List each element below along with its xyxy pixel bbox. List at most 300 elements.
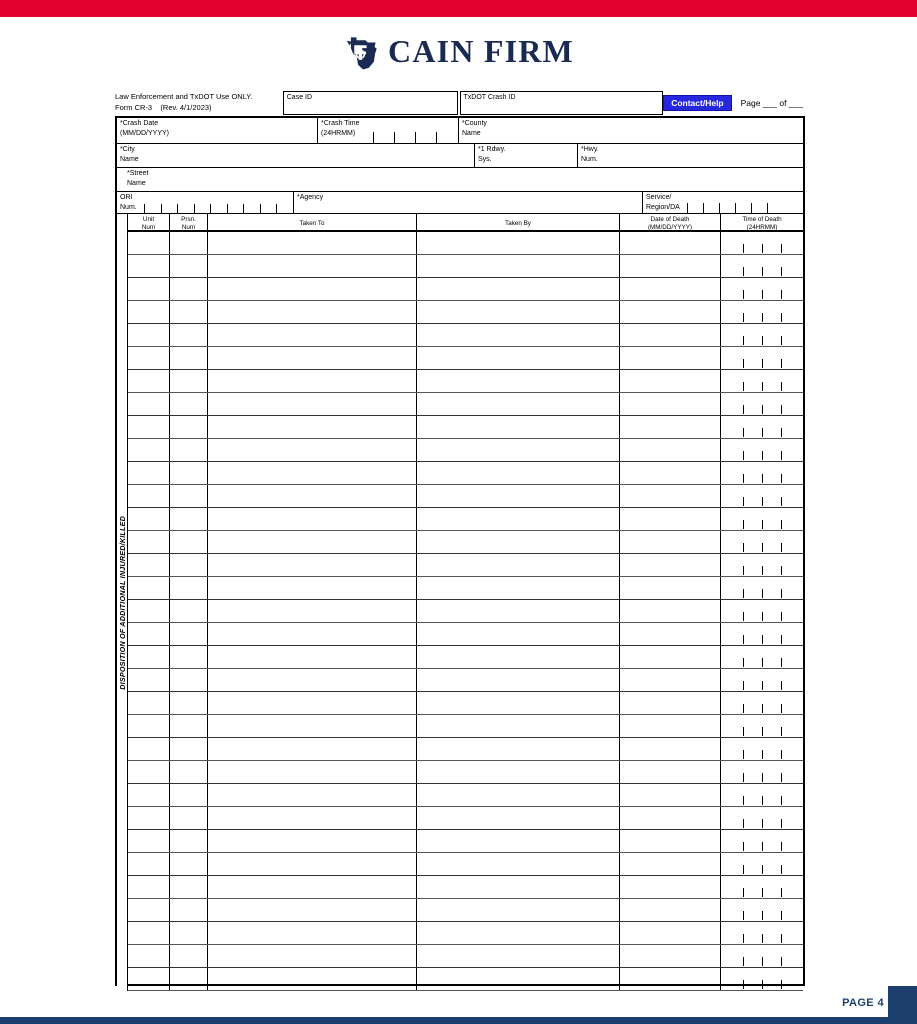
table-row[interactable]	[128, 324, 803, 347]
cell-unit-num[interactable]	[128, 853, 169, 875]
cell-taken-to[interactable]	[207, 324, 416, 346]
cell-prsn-num[interactable]	[169, 922, 207, 944]
cell-date-of-death[interactable]	[619, 416, 720, 438]
cell-prsn-num[interactable]	[169, 324, 207, 346]
cell-unit-num[interactable]	[128, 347, 169, 369]
cell-taken-by[interactable]	[416, 853, 619, 875]
cell-taken-by[interactable]	[416, 577, 619, 599]
agency-label: *Agency	[297, 194, 324, 201]
form-row-ori-agency	[117, 192, 803, 214]
cell-prsn-num[interactable]	[169, 485, 207, 507]
cell-taken-by[interactable]	[416, 623, 619, 645]
column-header-taken-by-line1: Taken By	[505, 220, 531, 227]
page-footer-label: PAGE 4	[842, 997, 884, 1009]
cell-date-of-death[interactable]	[619, 577, 720, 599]
table-row[interactable]	[128, 416, 803, 439]
form-header-line	[115, 91, 805, 115]
cell-prsn-num[interactable]	[169, 554, 207, 576]
cell-time-of-death[interactable]	[720, 968, 803, 990]
cell-taken-by[interactable]	[416, 255, 619, 277]
cell-taken-by[interactable]	[416, 692, 619, 714]
cell-taken-by[interactable]	[416, 784, 619, 806]
cell-taken-by[interactable]	[416, 968, 619, 990]
cell-unit-num[interactable]	[128, 508, 169, 530]
cell-unit-num[interactable]	[128, 876, 169, 898]
cell-time-of-death[interactable]	[720, 255, 803, 277]
column-header-taken-by	[416, 214, 619, 230]
cell-taken-by[interactable]	[416, 393, 619, 415]
table-row[interactable]	[128, 669, 803, 692]
agency-field[interactable]	[293, 192, 642, 213]
cell-prsn-num[interactable]	[169, 462, 207, 484]
cell-taken-by[interactable]	[416, 899, 619, 921]
cell-date-of-death[interactable]	[619, 692, 720, 714]
cell-unit-num[interactable]	[128, 968, 169, 990]
table-header-row	[128, 214, 803, 232]
rdwy-sys-label-line2: Sys.	[478, 155, 492, 163]
contact-help-button[interactable]: Contact/Help	[663, 95, 731, 112]
cell-time-of-death[interactable]	[720, 738, 803, 760]
service-region-da-field[interactable]	[642, 192, 803, 213]
cell-prsn-num[interactable]	[169, 531, 207, 553]
cell-prsn-num[interactable]	[169, 830, 207, 852]
table-row[interactable]	[128, 784, 803, 807]
cell-time-of-death[interactable]	[720, 761, 803, 783]
column-header-date-of-death-line1: Date of Death	[650, 216, 690, 223]
page-badge-block	[888, 986, 917, 1017]
cell-date-of-death[interactable]	[619, 370, 720, 392]
table-row[interactable]	[128, 830, 803, 853]
crash-date-field[interactable]	[117, 118, 317, 143]
cell-time-of-death[interactable]	[720, 554, 803, 576]
ori-num-label-line1: ORI	[120, 194, 133, 201]
cell-prsn-num[interactable]	[169, 807, 207, 829]
cell-taken-to[interactable]	[207, 232, 416, 254]
cell-taken-by[interactable]	[416, 600, 619, 622]
column-header-prsn-num-line2: Num	[181, 223, 196, 231]
txdot-crash-id-field[interactable]	[460, 91, 664, 115]
crash-time-field[interactable]	[317, 118, 458, 143]
top-accent-bar	[0, 0, 917, 17]
cell-time-of-death[interactable]	[720, 876, 803, 898]
cell-taken-to[interactable]	[207, 830, 416, 852]
table-row[interactable]	[128, 462, 803, 485]
cell-prsn-num[interactable]	[169, 255, 207, 277]
cell-date-of-death[interactable]	[619, 531, 720, 553]
cell-prsn-num[interactable]	[169, 968, 207, 990]
cell-date-of-death[interactable]	[619, 968, 720, 990]
column-header-time-of-death-line2: (24HRMM)	[746, 223, 778, 231]
table-row[interactable]	[128, 899, 803, 922]
column-header-taken-to	[207, 214, 416, 230]
cell-unit-num[interactable]	[128, 577, 169, 599]
cell-taken-to[interactable]	[207, 347, 416, 369]
cell-time-of-death[interactable]	[720, 669, 803, 691]
cell-taken-by[interactable]	[416, 462, 619, 484]
cell-prsn-num[interactable]	[169, 508, 207, 530]
case-id-label-line1: Case	[286, 94, 304, 101]
cell-time-of-death[interactable]	[720, 531, 803, 553]
crash-date-label-line1: *Crash Date	[120, 120, 159, 127]
table-row[interactable]	[128, 623, 803, 646]
cell-date-of-death[interactable]	[619, 439, 720, 461]
cell-taken-by[interactable]	[416, 761, 619, 783]
table-row[interactable]	[128, 738, 803, 761]
table-row[interactable]	[128, 600, 803, 623]
cell-time-of-death[interactable]	[720, 715, 803, 737]
bottom-accent-bar	[0, 1017, 917, 1024]
cell-prsn-num[interactable]	[169, 715, 207, 737]
cell-time-of-death[interactable]	[720, 600, 803, 622]
cell-unit-num[interactable]	[128, 324, 169, 346]
cell-prsn-num[interactable]	[169, 577, 207, 599]
texas-state-outline-cf-monogram-icon	[343, 34, 379, 70]
column-header-unit-num	[128, 214, 169, 230]
cell-taken-to[interactable]	[207, 485, 416, 507]
cell-taken-to[interactable]	[207, 462, 416, 484]
cell-date-of-death[interactable]	[619, 899, 720, 921]
cell-time-of-death[interactable]	[720, 784, 803, 806]
form-row-city	[117, 144, 803, 168]
cell-unit-num[interactable]	[128, 646, 169, 668]
cell-unit-num[interactable]	[128, 945, 169, 967]
table-row[interactable]	[128, 968, 803, 991]
cell-prsn-num[interactable]	[169, 393, 207, 415]
cell-taken-to[interactable]	[207, 692, 416, 714]
rdwy-sys-label-line1: *1 Rdwy.	[478, 146, 506, 153]
column-header-unit-num-line1: Unit	[142, 216, 155, 223]
cell-time-of-death[interactable]	[720, 278, 803, 300]
cell-unit-num[interactable]	[128, 830, 169, 852]
table-row[interactable]	[128, 692, 803, 715]
cell-prsn-num[interactable]	[169, 278, 207, 300]
crash-time-label-line1: *Crash Time	[321, 120, 360, 127]
cell-unit-num[interactable]	[128, 462, 169, 484]
crash-report-form	[115, 116, 805, 986]
column-header-prsn-num	[169, 214, 207, 230]
cell-prsn-num[interactable]	[169, 738, 207, 760]
cell-time-of-death[interactable]	[720, 232, 803, 254]
cell-taken-to[interactable]	[207, 876, 416, 898]
cell-time-of-death[interactable]	[720, 899, 803, 921]
county-name-label-line2: Name	[462, 129, 481, 137]
cell-taken-by[interactable]	[416, 531, 619, 553]
cell-prsn-num[interactable]	[169, 232, 207, 254]
cell-taken-by[interactable]	[416, 508, 619, 530]
cell-taken-by[interactable]	[416, 738, 619, 760]
cell-prsn-num[interactable]	[169, 439, 207, 461]
city-name-label-line2: Name	[120, 155, 139, 163]
cell-taken-by[interactable]	[416, 416, 619, 438]
street-name-label-line2: Name	[127, 179, 146, 187]
crash-time-label-line2: (24HRMM)	[321, 129, 356, 137]
cell-taken-to[interactable]	[207, 577, 416, 599]
cell-time-of-death[interactable]	[720, 807, 803, 829]
table-row[interactable]	[128, 945, 803, 968]
hwy-num-field[interactable]	[577, 144, 803, 167]
cell-unit-num[interactable]	[128, 784, 169, 806]
city-name-field[interactable]	[117, 144, 474, 167]
cell-taken-to[interactable]	[207, 922, 416, 944]
cell-taken-to[interactable]	[207, 853, 416, 875]
column-header-taken-to-line1: Taken To	[299, 220, 325, 227]
disposition-section	[117, 214, 803, 991]
table-row[interactable]	[128, 278, 803, 301]
cell-taken-to[interactable]	[207, 508, 416, 530]
cell-taken-by[interactable]	[416, 439, 619, 461]
table-row[interactable]	[128, 347, 803, 370]
cell-unit-num[interactable]	[128, 669, 169, 691]
cell-prsn-num[interactable]	[169, 784, 207, 806]
cell-time-of-death[interactable]	[720, 692, 803, 714]
cell-unit-num[interactable]	[128, 255, 169, 277]
cell-taken-to[interactable]	[207, 370, 416, 392]
cell-time-of-death[interactable]	[720, 945, 803, 967]
table-row[interactable]	[128, 439, 803, 462]
table-row[interactable]	[128, 531, 803, 554]
brand-name: CAIN FIRM	[388, 33, 574, 69]
cell-date-of-death[interactable]	[619, 922, 720, 944]
cell-time-of-death[interactable]	[720, 347, 803, 369]
cell-date-of-death[interactable]	[619, 669, 720, 691]
cell-time-of-death[interactable]	[720, 301, 803, 323]
column-header-time-of-death-line1: Time of Death	[742, 216, 782, 223]
cell-taken-by[interactable]	[416, 945, 619, 967]
cell-time-of-death[interactable]	[720, 577, 803, 599]
cell-unit-num[interactable]	[128, 554, 169, 576]
table-row[interactable]	[128, 853, 803, 876]
cell-date-of-death[interactable]	[619, 646, 720, 668]
cell-prsn-num[interactable]	[169, 600, 207, 622]
table-row[interactable]	[128, 646, 803, 669]
cell-taken-by[interactable]	[416, 370, 619, 392]
table-row[interactable]	[128, 232, 803, 255]
cell-unit-num[interactable]	[128, 738, 169, 760]
cell-taken-to[interactable]	[207, 738, 416, 760]
cell-date-of-death[interactable]	[619, 554, 720, 576]
service-region-label-line2: Region/DA	[646, 203, 680, 211]
cell-prsn-num[interactable]	[169, 623, 207, 645]
table-row[interactable]	[128, 508, 803, 531]
table-row[interactable]	[128, 922, 803, 945]
cell-taken-to[interactable]	[207, 393, 416, 415]
cell-taken-by[interactable]	[416, 807, 619, 829]
cell-time-of-death[interactable]	[720, 439, 803, 461]
cell-date-of-death[interactable]	[619, 508, 720, 530]
cell-time-of-death[interactable]	[720, 324, 803, 346]
agency-use-note	[115, 91, 280, 115]
cell-taken-to[interactable]	[207, 623, 416, 645]
cell-taken-to[interactable]	[207, 301, 416, 323]
cell-time-of-death[interactable]	[720, 853, 803, 875]
cell-date-of-death[interactable]	[619, 853, 720, 875]
column-header-time-of-death	[720, 214, 803, 230]
cell-unit-num[interactable]	[128, 393, 169, 415]
cell-taken-by[interactable]	[416, 922, 619, 944]
cell-taken-by[interactable]	[416, 646, 619, 668]
cell-taken-by[interactable]	[416, 347, 619, 369]
service-region-label-line1: Service/	[646, 194, 672, 201]
cell-date-of-death[interactable]	[619, 945, 720, 967]
cell-date-of-death[interactable]	[619, 462, 720, 484]
cell-time-of-death[interactable]	[720, 508, 803, 530]
cell-time-of-death[interactable]	[720, 646, 803, 668]
cell-taken-to[interactable]	[207, 278, 416, 300]
cell-taken-to[interactable]	[207, 807, 416, 829]
cell-date-of-death[interactable]	[619, 485, 720, 507]
table-row[interactable]	[128, 807, 803, 830]
cell-date-of-death[interactable]	[619, 623, 720, 645]
cell-unit-num[interactable]	[128, 807, 169, 829]
cell-prsn-num[interactable]	[169, 876, 207, 898]
cell-prsn-num[interactable]	[169, 669, 207, 691]
cell-date-of-death[interactable]	[619, 807, 720, 829]
cell-prsn-num[interactable]	[169, 899, 207, 921]
cell-taken-by[interactable]	[416, 232, 619, 254]
cell-taken-by[interactable]	[416, 876, 619, 898]
table-row[interactable]	[128, 554, 803, 577]
cell-date-of-death[interactable]	[619, 232, 720, 254]
cell-date-of-death[interactable]	[619, 347, 720, 369]
cell-date-of-death[interactable]	[619, 738, 720, 760]
street-name-label-line1: *Street	[127, 170, 149, 177]
county-name-label-line1: *County	[462, 120, 487, 127]
cell-taken-to[interactable]	[207, 945, 416, 967]
cell-date-of-death[interactable]	[619, 830, 720, 852]
cell-date-of-death[interactable]	[619, 784, 720, 806]
cell-date-of-death[interactable]	[619, 278, 720, 300]
cell-taken-to[interactable]	[207, 968, 416, 990]
cell-date-of-death[interactable]	[619, 876, 720, 898]
cell-prsn-num[interactable]	[169, 646, 207, 668]
cell-taken-to[interactable]	[207, 531, 416, 553]
cell-prsn-num[interactable]	[169, 301, 207, 323]
page-of-label: Page ___ of ___	[740, 98, 804, 108]
cell-unit-num[interactable]	[128, 531, 169, 553]
cell-date-of-death[interactable]	[619, 255, 720, 277]
cell-unit-num[interactable]	[128, 600, 169, 622]
table-row[interactable]	[128, 577, 803, 600]
crash-date-label-line2: (MM/DD/YYYY)	[120, 129, 169, 137]
cell-taken-by[interactable]	[416, 278, 619, 300]
txdot-crash-id-label-line1: TxDOT	[463, 94, 486, 101]
cell-taken-to[interactable]	[207, 554, 416, 576]
county-name-field[interactable]	[458, 118, 803, 143]
cell-taken-to[interactable]	[207, 784, 416, 806]
cell-time-of-death[interactable]	[720, 462, 803, 484]
cell-taken-to[interactable]	[207, 416, 416, 438]
cell-unit-num[interactable]	[128, 370, 169, 392]
cell-prsn-num[interactable]	[169, 945, 207, 967]
cell-unit-num[interactable]	[128, 761, 169, 783]
cell-prsn-num[interactable]	[169, 347, 207, 369]
table-row[interactable]	[128, 255, 803, 278]
cell-unit-num[interactable]	[128, 278, 169, 300]
txdot-crash-id-label-line2: Crash ID	[487, 94, 516, 101]
column-header-date-of-death-line2: (MM/DD/YYYY)	[647, 223, 693, 231]
cell-time-of-death[interactable]	[720, 830, 803, 852]
cell-taken-to[interactable]	[207, 600, 416, 622]
cell-taken-by[interactable]	[416, 324, 619, 346]
cell-unit-num[interactable]	[128, 439, 169, 461]
case-id-field[interactable]	[283, 91, 458, 115]
cell-taken-by[interactable]	[416, 554, 619, 576]
hwy-num-label-line2: Num.	[581, 155, 598, 163]
cell-taken-by[interactable]	[416, 830, 619, 852]
cell-taken-by[interactable]	[416, 301, 619, 323]
cell-prsn-num[interactable]	[169, 416, 207, 438]
hwy-num-label-line1: *Hwy.	[581, 146, 599, 153]
table-row[interactable]	[128, 485, 803, 508]
disposition-vertical-title	[117, 214, 128, 991]
cell-unit-num[interactable]	[128, 692, 169, 714]
table-row[interactable]	[128, 761, 803, 784]
cell-date-of-death[interactable]	[619, 761, 720, 783]
cell-date-of-death[interactable]	[619, 301, 720, 323]
cell-taken-by[interactable]	[416, 669, 619, 691]
rdwy-sys-field[interactable]	[474, 144, 577, 167]
cell-taken-by[interactable]	[416, 485, 619, 507]
cell-unit-num[interactable]	[128, 416, 169, 438]
cell-unit-num[interactable]	[128, 301, 169, 323]
column-header-prsn-num-line1: Prsn.	[181, 216, 196, 223]
cell-time-of-death[interactable]	[720, 485, 803, 507]
form-row-street	[117, 168, 803, 192]
table-row[interactable]	[128, 393, 803, 416]
cell-prsn-num[interactable]	[169, 370, 207, 392]
cell-prsn-num[interactable]	[169, 761, 207, 783]
cell-time-of-death[interactable]	[720, 370, 803, 392]
table-row[interactable]	[128, 876, 803, 899]
cell-taken-to[interactable]	[207, 761, 416, 783]
cell-unit-num[interactable]	[128, 623, 169, 645]
cell-taken-to[interactable]	[207, 669, 416, 691]
cell-unit-num[interactable]	[128, 232, 169, 254]
cell-prsn-num[interactable]	[169, 692, 207, 714]
cell-taken-by[interactable]	[416, 715, 619, 737]
street-name-field[interactable]	[117, 168, 803, 191]
table-row[interactable]	[128, 301, 803, 324]
cell-prsn-num[interactable]	[169, 853, 207, 875]
cell-taken-to[interactable]	[207, 439, 416, 461]
cell-unit-num[interactable]	[128, 899, 169, 921]
cell-taken-to[interactable]	[207, 646, 416, 668]
cell-date-of-death[interactable]	[619, 600, 720, 622]
agency-use-note-line2: Form CR-3 (Rev. 4/1/2023)	[115, 102, 212, 112]
cell-time-of-death[interactable]	[720, 922, 803, 944]
cell-taken-to[interactable]	[207, 255, 416, 277]
ori-num-field[interactable]	[117, 192, 293, 213]
cell-date-of-death[interactable]	[619, 324, 720, 346]
cell-time-of-death[interactable]	[720, 416, 803, 438]
table-row[interactable]	[128, 715, 803, 738]
cell-date-of-death[interactable]	[619, 393, 720, 415]
agency-use-note-line1: Law Enforcement and TxDOT Use ONLY.	[115, 92, 253, 101]
column-header-unit-num-line2: Num	[141, 223, 156, 231]
cell-taken-to[interactable]	[207, 715, 416, 737]
table-body	[128, 232, 803, 991]
cell-taken-to[interactable]	[207, 899, 416, 921]
cell-unit-num[interactable]	[128, 485, 169, 507]
disposition-vertical-title-text: DISPOSITION OF ADDITIONAL INJURED/KILLED	[117, 515, 127, 690]
cell-unit-num[interactable]	[128, 715, 169, 737]
cell-unit-num[interactable]	[128, 922, 169, 944]
cell-time-of-death[interactable]	[720, 623, 803, 645]
cell-date-of-death[interactable]	[619, 715, 720, 737]
table-row[interactable]	[128, 370, 803, 393]
case-id-label-line2: ID	[305, 94, 313, 101]
cell-time-of-death[interactable]	[720, 393, 803, 415]
